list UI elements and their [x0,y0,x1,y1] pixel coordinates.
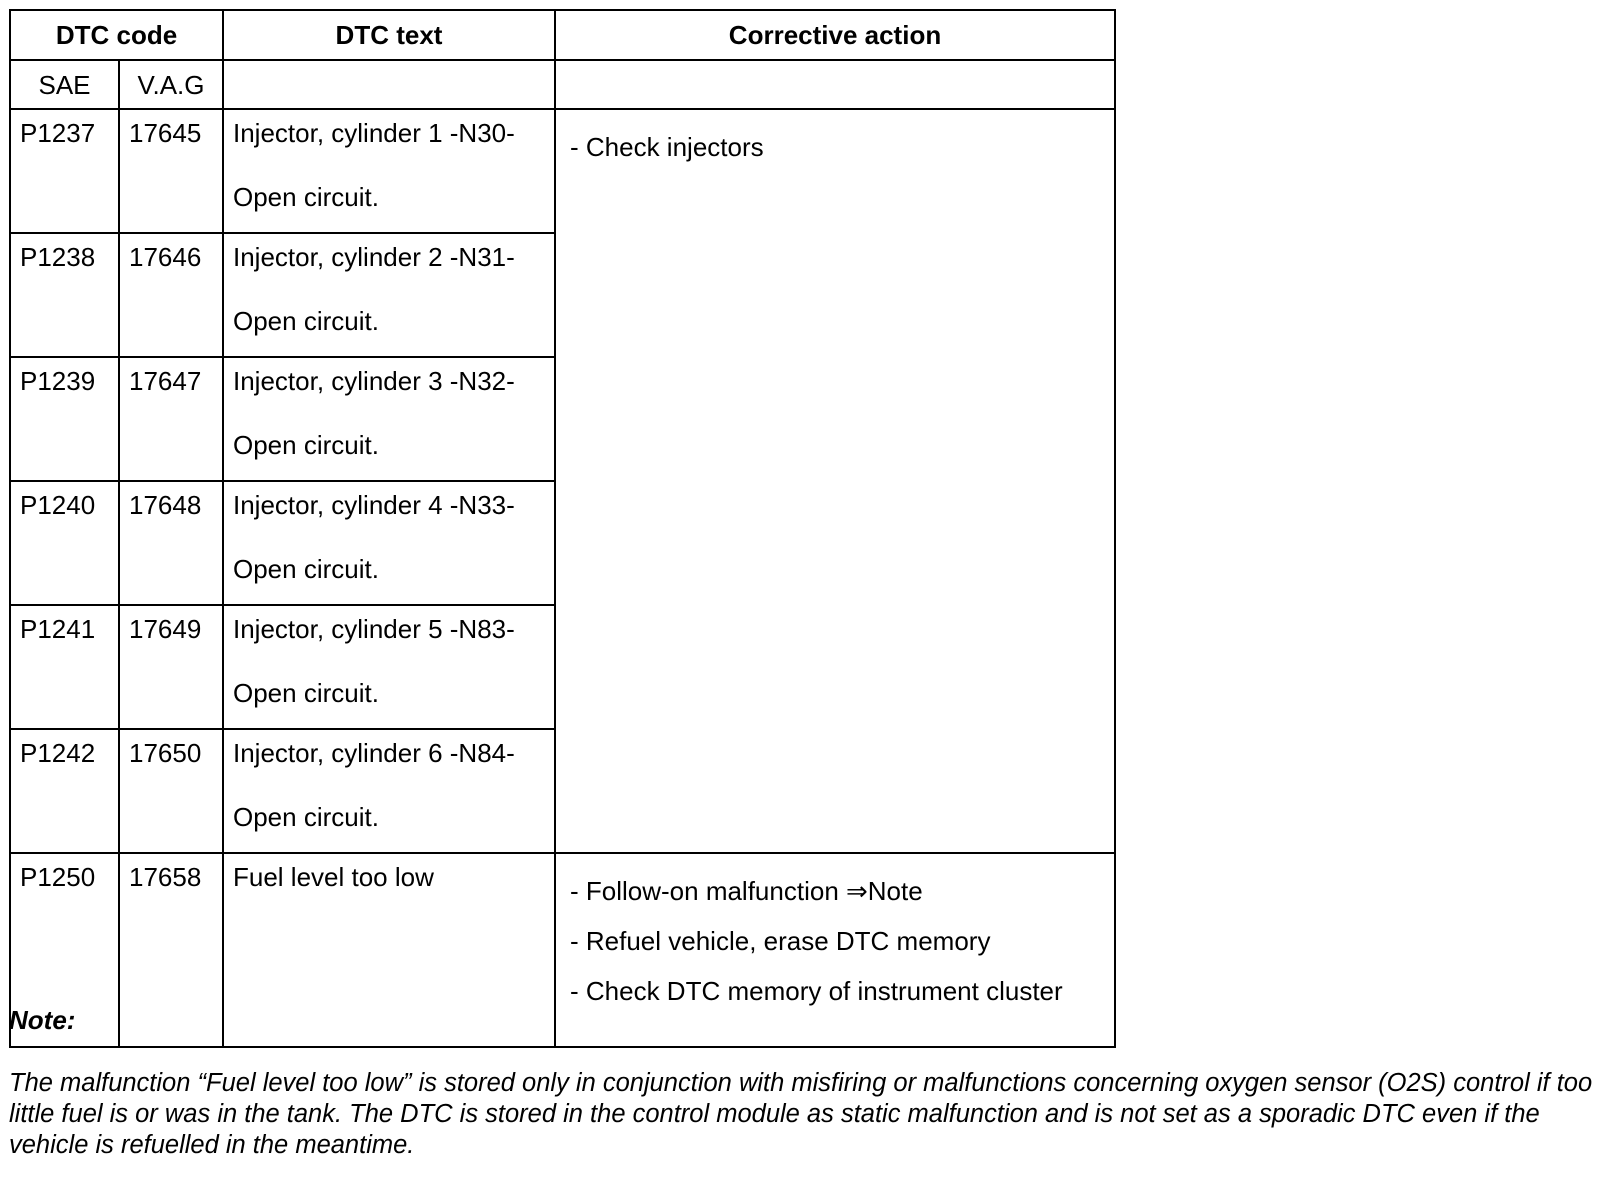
sae-code: P1239 [10,357,119,481]
dtc-text-line2: Open circuit. [233,430,379,460]
table-row [10,109,1115,233]
action-injectors [555,109,1115,853]
vag-code: 17648 [119,481,223,605]
dtc-text-line2: Open circuit. [233,802,379,832]
dtc-text-cell [223,853,555,1047]
sae-code: P1240 [10,481,119,605]
dtc-text-cell [223,357,555,481]
subheader-empty [223,60,555,109]
subheader-empty [555,60,1115,109]
dtc-table [9,9,1116,1048]
header-dtc-text: DTC text [223,10,555,60]
sae-code: P1238 [10,233,119,357]
table-row [10,853,1115,1047]
dtc-text-line1: Injector, cylinder 6 -N84- [233,738,515,768]
note-heading: Note: [9,1005,76,1035]
dtc-text-line1: Fuel level too low [233,862,434,892]
sae-code: P1241 [10,605,119,729]
header-dtc-code: DTC code [10,10,223,60]
action-fuel-level [555,853,1115,1047]
action-item: - Check DTC memory of instrument cluster [570,976,1063,1006]
sae-code: P1237 [10,109,119,233]
vag-code: 17646 [119,233,223,357]
sae-code: P1250 [10,853,119,1047]
dtc-text-cell [223,233,555,357]
dtc-text-line2: Open circuit. [233,306,379,336]
vag-code: 17645 [119,109,223,233]
action-item: - Follow-on malfunction ⇒Note [570,876,923,906]
dtc-text-cell [223,605,555,729]
dtc-text-line1: Injector, cylinder 3 -N32- [233,366,515,396]
vag-code: 17647 [119,357,223,481]
note-body: The malfunction “Fuel level too low” is stored only in conjunction with misfiring or malfunctions concerning oxygen sensor (O2S) control if too little fuel is or was in the tank. The DTC is stored in the control module as static malfunction and is not set as a sporadic DTC even if the vehicle is refuelled in the meantime. [9,1069,1593,1159]
dtc-text-line1: Injector, cylinder 4 -N33- [233,490,515,520]
dtc-text-cell [223,481,555,605]
vag-code: 17650 [119,729,223,853]
dtc-text-line1: Injector, cylinder 2 -N31- [233,242,515,272]
action-injectors-text: - Check injectors [570,132,764,162]
dtc-text-line2: Open circuit. [233,182,379,212]
action-item: - Refuel vehicle, erase DTC memory [570,926,991,956]
subheader-sae: SAE [10,60,119,109]
sae-code: P1242 [10,729,119,853]
dtc-text-cell [223,109,555,233]
dtc-text-line1: Injector, cylinder 5 -N83- [233,614,515,644]
subheader-vag: V.A.G [119,60,223,109]
vag-code: 17649 [119,605,223,729]
dtc-text-line2: Open circuit. [233,554,379,584]
dtc-text-line1: Injector, cylinder 1 -N30- [233,118,515,148]
dtc-text-line2: Open circuit. [233,678,379,708]
header-corrective-action: Corrective action [555,10,1115,60]
dtc-text-cell [223,729,555,853]
vag-code: 17658 [119,853,223,1047]
